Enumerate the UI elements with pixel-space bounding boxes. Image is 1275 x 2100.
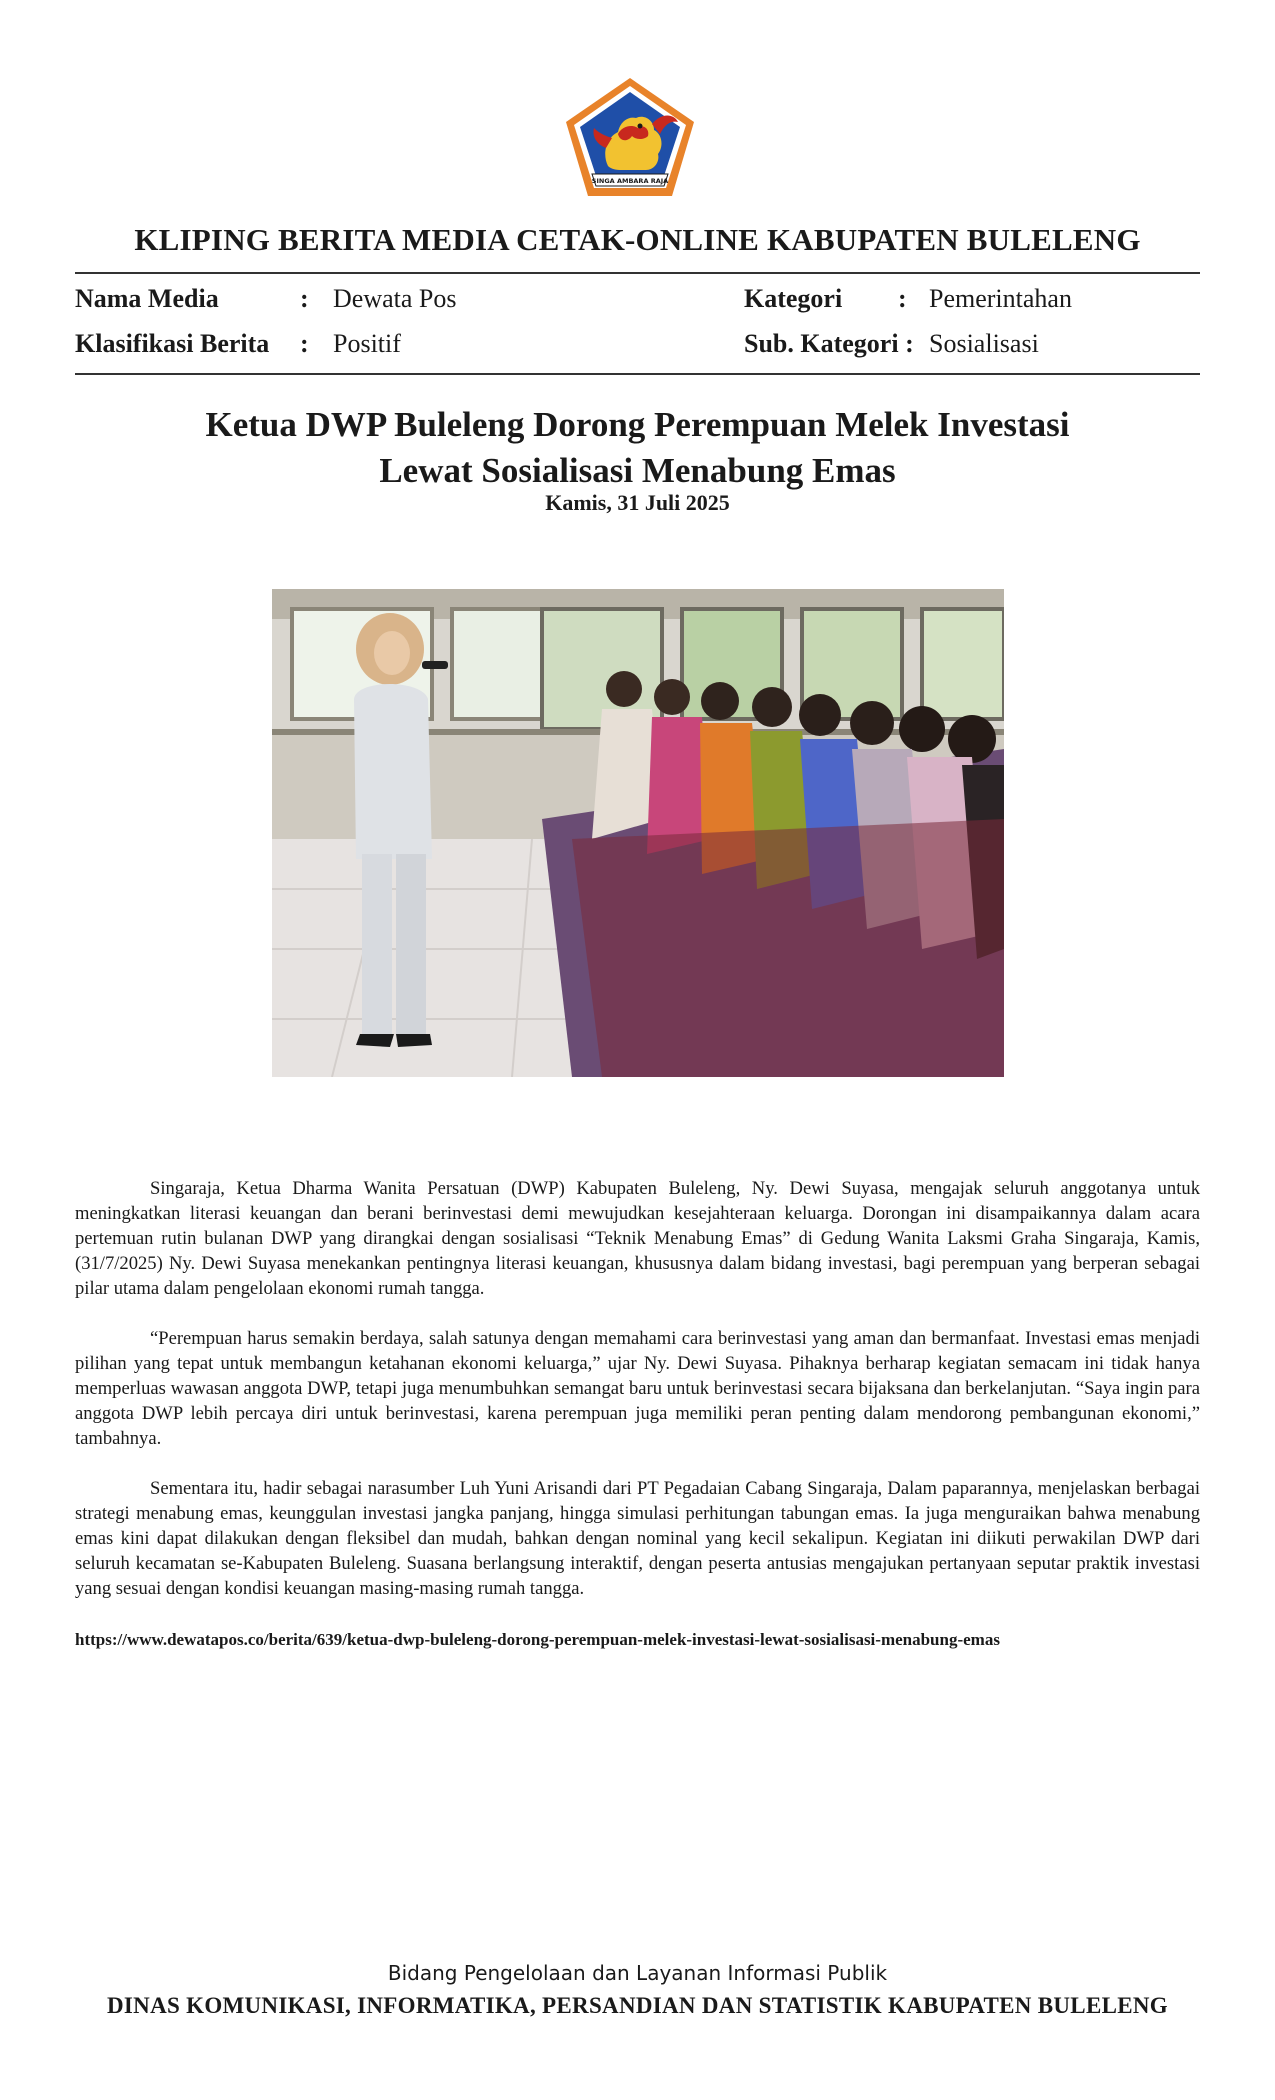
logo-motto: SINGA AMBARA RAJA	[591, 177, 669, 185]
buleleng-logo-icon	[562, 74, 698, 200]
source-link[interactable]: https://www.dewatapos.co/berita/639/ketua-dwp-buleleng-dorong-perempuan-melek-investasi-lewat-sosialisasi-menabung-emas	[75, 1630, 1000, 1649]
page-title: KLIPING BERITA MEDIA CETAK-ONLINE KABUPATEN BULELENG	[134, 222, 1141, 257]
kategori-separator: :	[898, 284, 907, 313]
kategori-label: Kategori	[744, 284, 843, 313]
sub-kategori-value: Sosialisasi	[929, 329, 1039, 358]
article-date: Kamis, 31 Juli 2025	[545, 490, 730, 515]
divider-top	[75, 272, 1200, 274]
headline-line-1: Ketua DWP Buleleng Dorong Perempuan Melek Investasi	[205, 405, 1070, 444]
sub-kategori-label: Sub. Kategori :	[744, 329, 914, 358]
article-paragraph-2: “Perempuan harus semakin berdaya, salah satunya dengan memahami cara berinvestasi yang aman dan bermanfaat. Investasi emas menjadi pilihan yang tepat untuk membangun ketahanan ekonomi keluarga,” ujar Ny. Dewi Suyasa. Pihaknya berharap kegiatan semacam ini tidak hanya memperluas wawasan anggota DWP, tetapi juga menumbuhkan semangat baru untuk berinvestasi secara bijaksana dan berkelanjutan. “Saya ingin para anggota DWP lebih percaya diri untuk berinvestasi, karena perempuan juga memiliki peran penting dalam mendorong pembangunan ekonomi,” tambahnya.	[75, 1328, 1200, 1449]
article-photo	[272, 589, 1004, 1077]
kategori-value: Pemerintahan	[929, 284, 1072, 313]
article-paragraph-3: Sementara itu, hadir sebagai narasumber Luh Yuni Arisandi dari PT Pegadaian Cabang Singaraja, Dalam paparannya, menjelaskan berbagai strategi menabung emas, keunggulan investasi jangka panjang, hingga simulasi perhitungan tabungan emas. Ia juga menguraikan bahwa menabung emas kini dapat dilakukan dengan fleksibel dan mudah, bahkan dengan nominal yang kecil sekalipun. Kegiatan ini diikuti perwakilan DWP dari seluruh kecamatan se-Kabupaten Buleleng. Suasana berlangsung interaktif, dengan peserta antusias mengajukan pertanyaan seputar praktik investasi yang sesuai dengan kondisi keuangan masing-masing rumah tangga.	[75, 1478, 1200, 1599]
footer-agency: DINAS KOMUNIKASI, INFORMATIKA, PERSANDIAN DAN STATISTIK KABUPATEN BULELENG	[107, 1993, 1168, 2018]
nama-media-value: Dewata Pos	[333, 284, 457, 313]
klasifikasi-label: Klasifikasi Berita	[75, 329, 270, 358]
divider-bottom	[75, 373, 1200, 375]
article-headline	[0, 402, 1275, 494]
headline-line-2: Lewat Sosialisasi Menabung Emas	[379, 451, 896, 490]
footer-department: Bidang Pengelolaan dan Layanan Informasi Publik	[387, 1961, 888, 1985]
article-paragraph-1: Singaraja, Ketua Dharma Wanita Persatuan (DWP) Kabupaten Buleleng, Ny. Dewi Suyasa, mengajak seluruh anggotanya untuk meningkatkan literasi keuangan dan berani berinvestasi demi mewujudkan kesejahteraan keluarga. Dorongan ini disampaikannya dalam acara pertemuan rutin bulanan DWP yang dirangkai dengan sosialisasi “Teknik Menabung Emas” di Gedung Wanita Laksmi Graha Singaraja, Kamis, (31/7/2025) Ny. Dewi Suyasa menekankan pentingnya literasi keuangan, khususnya dalam bidang investasi, bagi perempuan yang berperan sebagai pilar utama dalam pengelolaan ekonomi rumah tangga.	[75, 1178, 1200, 1299]
klasifikasi-value: Positif	[333, 329, 401, 358]
article-body	[75, 1176, 1200, 1626]
nama-media-label: Nama Media	[75, 284, 219, 313]
klasifikasi-separator: :	[300, 329, 309, 358]
nama-media-separator: :	[300, 284, 309, 313]
